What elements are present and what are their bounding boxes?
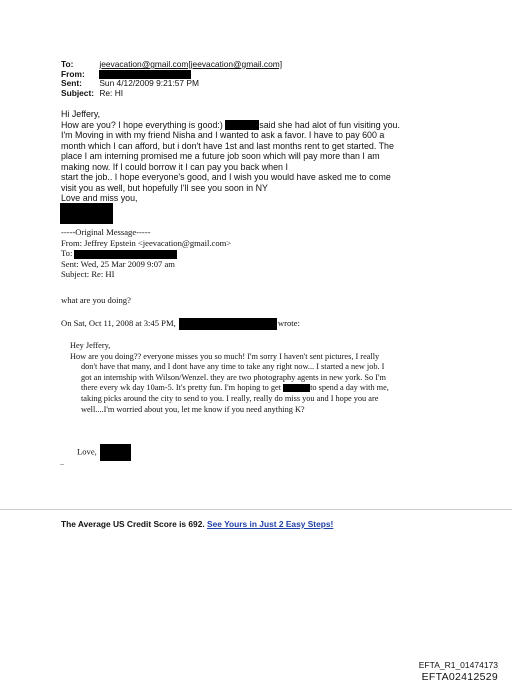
redaction-box xyxy=(74,250,177,259)
sent-label: Sent: xyxy=(61,78,82,89)
reply-greeting: Hi Jeffery, xyxy=(61,109,101,119)
attribution-text: On Sat, Oct 11, 2008 at 3:45 PM, xyxy=(61,318,176,328)
love-text: Love, xyxy=(77,446,97,457)
quoted-line: got an internship with Wilson/Wenzel. they are two photography agents in new york. So I'm xyxy=(81,372,386,382)
quoted-line: well....I'm worried about you, let me know if you need anything K? xyxy=(81,404,305,414)
quoted-line: How are you doing?? everyone misses you so much! I'm sorry I haven't sent pictures, I really xyxy=(70,351,380,361)
original-from: From: Jeffrey Epstein <jeevacation@gmail.com> xyxy=(61,237,232,248)
reply-line: I'm Moving in with my friend Nisha and I wanted to ask a favor. I have to pay 600 a xyxy=(61,130,385,141)
reply-text: How are you? I hope everything is good:) xyxy=(61,119,223,130)
reply-line: making now. If I could borrow it I can pay you back when I xyxy=(61,161,288,172)
reply-line: start the job.. I hope everyone's good, and I wish you would have asked me to come xyxy=(61,172,391,183)
quoted-text: to spend a day with me, xyxy=(310,383,389,393)
quoted-line: taking picks around the city to send to you. I really, really do miss you and I hope you are xyxy=(81,393,379,403)
sent-row xyxy=(61,79,282,89)
to-value xyxy=(99,59,282,69)
credit-score-ad xyxy=(61,519,333,529)
subject-label: Subject: xyxy=(61,87,95,98)
from-label: From: xyxy=(61,68,85,79)
redaction-box xyxy=(179,318,277,330)
footer-divider xyxy=(0,509,512,510)
reply-signoff: Love and miss you, xyxy=(61,193,138,204)
quoted-line: don't have that many, and I dont have any time to take any right now... I started a new job. I xyxy=(81,362,385,372)
reply-line: place I am interning promised me a future job soon which will pay more than I am xyxy=(61,151,380,162)
reply-text: said she had alot of fun visiting you. xyxy=(259,119,400,130)
redaction-box xyxy=(225,120,259,130)
bates-number-r1: EFTA_R1_01474173 xyxy=(418,660,498,670)
quoted-signoff xyxy=(77,444,131,461)
quoted-greeting: Hey Jeffery, xyxy=(70,341,111,350)
bates-number: EFTA02412529 xyxy=(421,671,498,683)
reply-body xyxy=(61,109,461,204)
reply-line xyxy=(61,120,461,131)
original-message xyxy=(61,227,231,280)
redaction-box xyxy=(60,203,113,224)
sent-value: Sun 4/12/2009 9:21:57 PM xyxy=(99,78,199,89)
quote-attribution xyxy=(61,318,300,330)
quoted-text: there every wk day 10am-5. It's pretty fun. I'm hoping to get xyxy=(81,383,281,393)
to-row xyxy=(61,60,282,70)
original-to xyxy=(61,248,231,259)
quoted-message xyxy=(70,341,389,415)
original-sent: Sent: Wed, 25 Mar 2009 9:07 am xyxy=(61,258,175,269)
ellipsis-mark: .. xyxy=(60,458,64,467)
email-header xyxy=(61,60,282,98)
subject-row xyxy=(61,89,282,99)
to-label: To: xyxy=(61,59,74,69)
reply-line: visit you as well, but hopefully I'll see you soon in NY xyxy=(61,182,268,193)
ad-link[interactable]: See Yours in Just 2 Easy Steps! xyxy=(207,519,334,529)
quoted-line xyxy=(70,383,389,394)
original-divider: -----Original Message----- xyxy=(61,227,151,237)
original-body: what are you doing? xyxy=(61,295,131,305)
attribution-text: wrote: xyxy=(277,318,300,328)
reply-line: month which I can afford, but i don't have 1st and last months rent to get started. The xyxy=(61,140,394,151)
ad-text: The Average US Credit Score is 692. xyxy=(61,519,205,529)
original-to-label: To: xyxy=(61,248,73,258)
redaction-box xyxy=(100,444,131,461)
to-email-link[interactable]: jeevacation@gmail.com[jeevacation@gmail.com] xyxy=(99,59,283,69)
original-subject: Subject: Re: HI xyxy=(61,269,115,280)
redaction-box xyxy=(283,384,310,392)
subject-value: Re: HI xyxy=(99,87,124,98)
